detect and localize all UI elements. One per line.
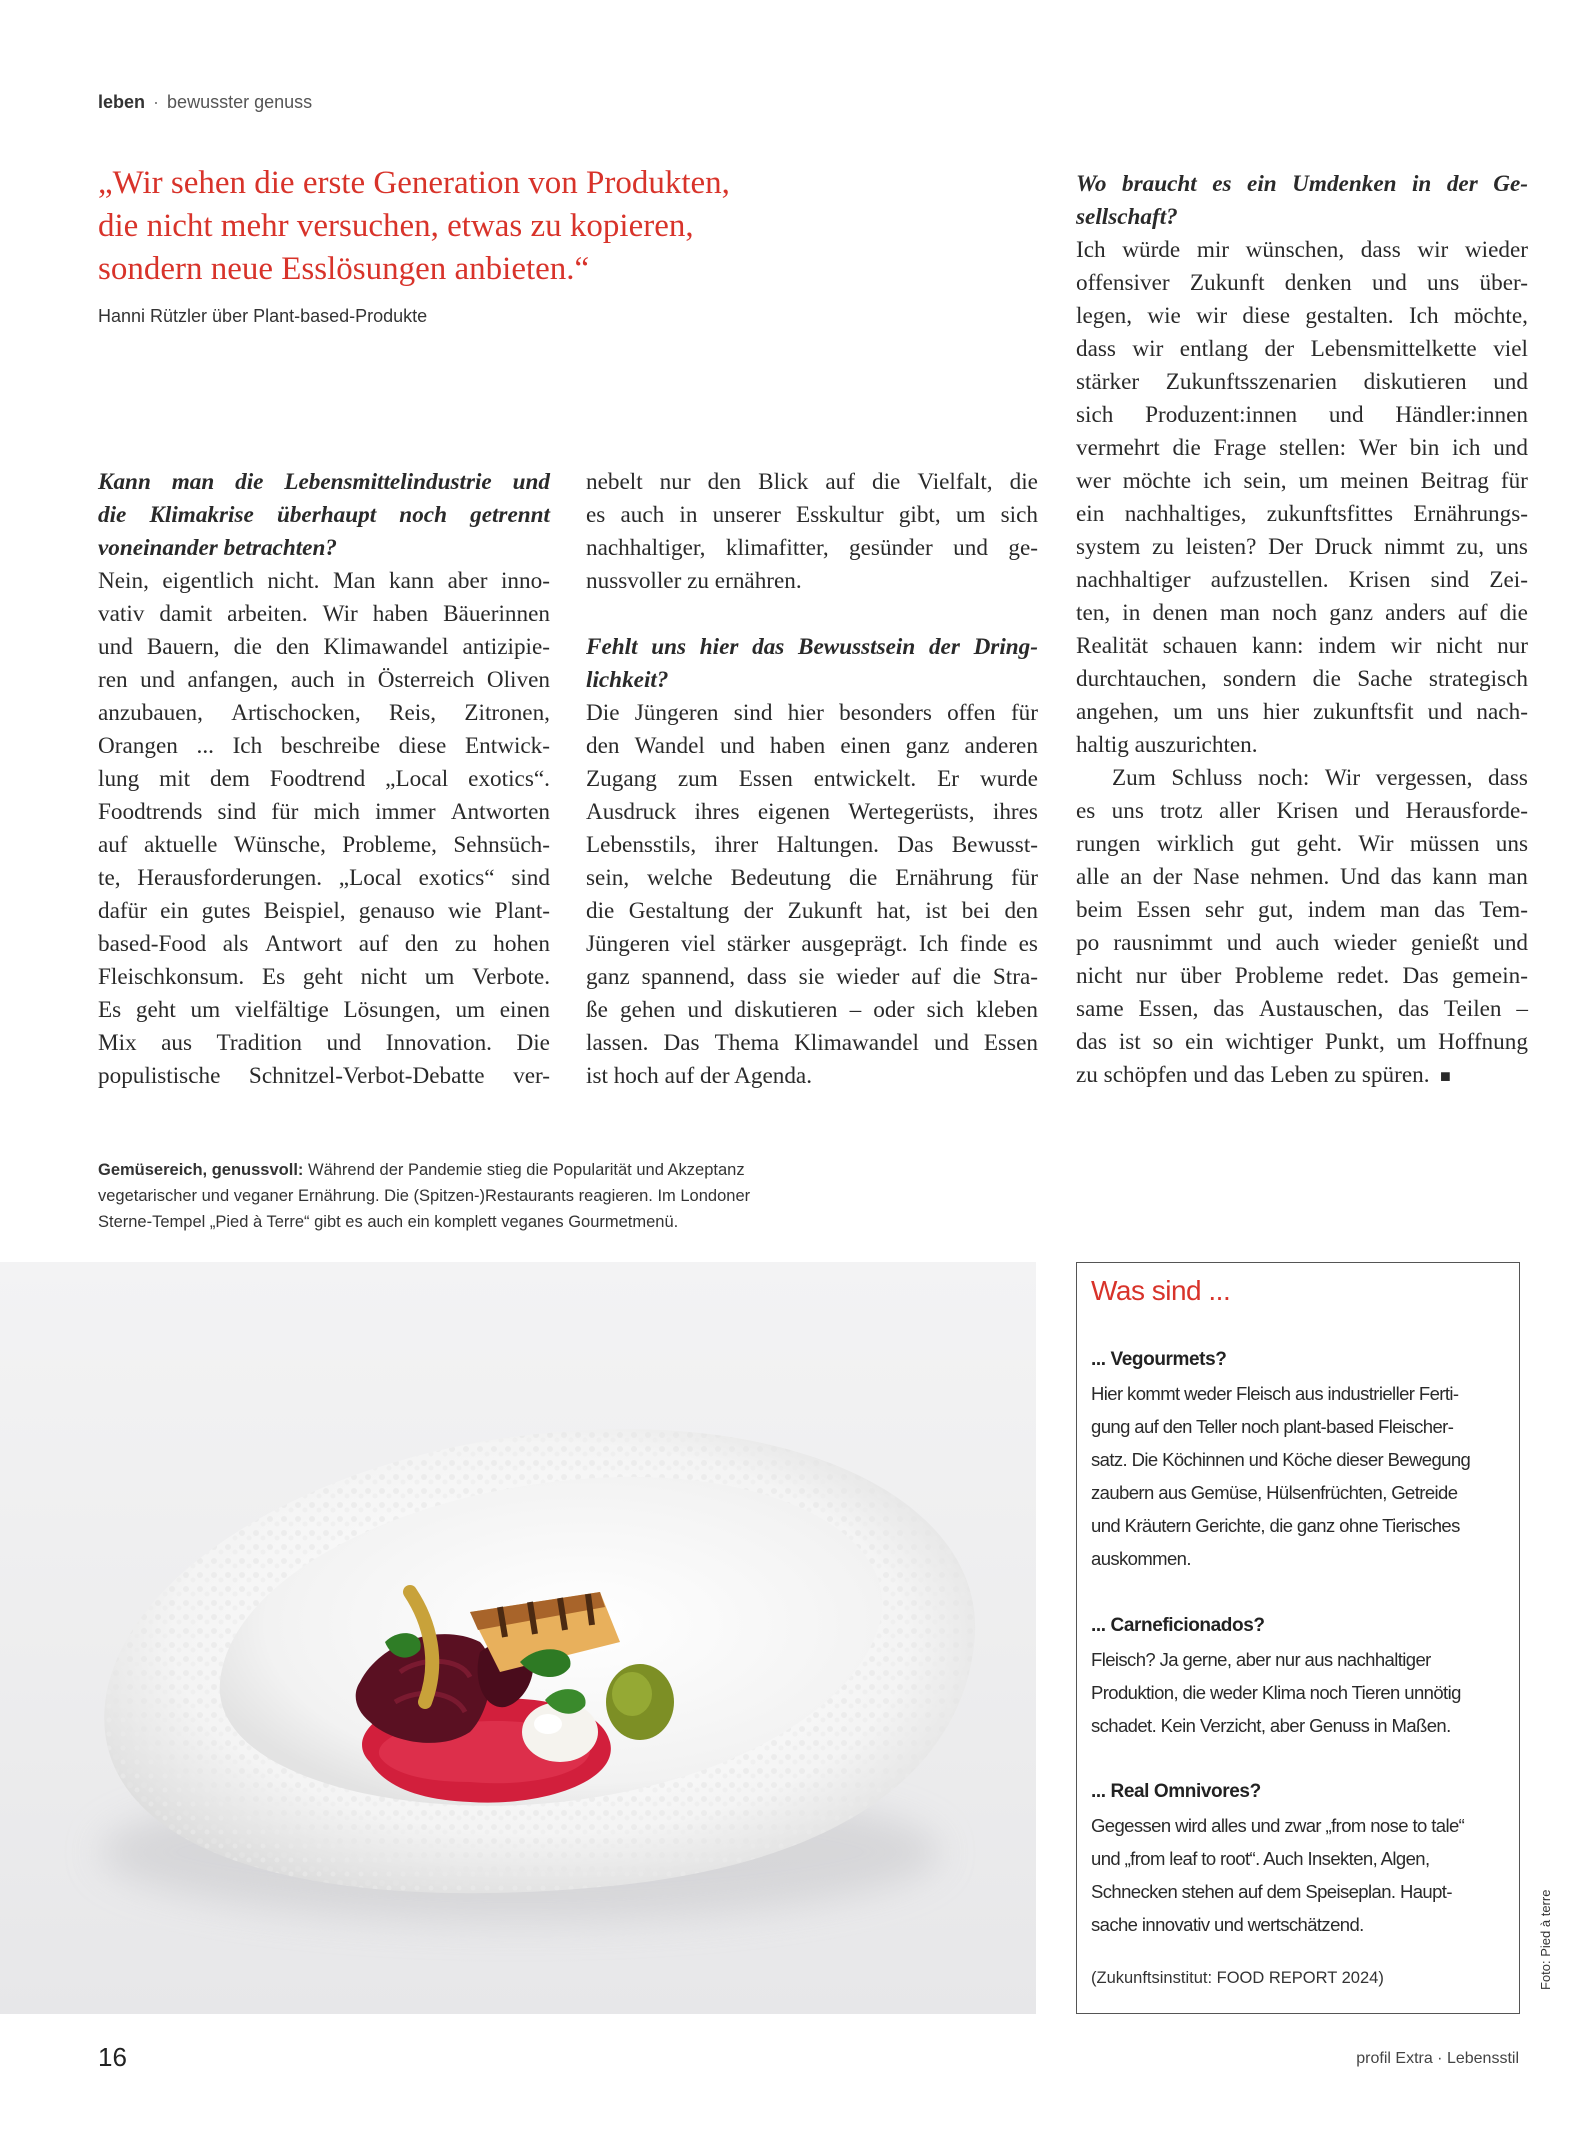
text-line: system zu leisten? Der Druck nimmt zu, uns	[1076, 534, 1528, 560]
text-line: Fehlt uns hier das Bewusstsein der Dring-	[586, 634, 1038, 660]
definition-line: und Kräutern Gerichte, die ganz ohne Tierisches	[1091, 1515, 1460, 1536]
glossary-source: (Zukunftsinstitut: FOOD REPORT 2024)	[1091, 1969, 1384, 1987]
glossary-box	[1076, 1262, 1520, 2014]
text-line: Mix aus Tradition und Innovation. Die	[98, 1030, 550, 1056]
text-line: es auch in unserer Esskultur gibt, um sich	[586, 502, 1038, 528]
definition-line: und „from leaf to root“. Auch Insekten, Algen,	[1091, 1848, 1430, 1869]
text-line: sein, welche Bedeutung die Ernährung für	[586, 865, 1038, 891]
text-line: den Wandel und haben einen ganz anderen	[586, 733, 1038, 759]
text-line: vermehrt die Frage stellen: Wer bin ich und	[1076, 435, 1528, 461]
definition-line: zaubern aus Gemüse, Hülsenfrüchten, Getreide	[1091, 1482, 1458, 1503]
text-line: Wo braucht es ein Umdenken in der Ge-	[1076, 171, 1528, 197]
text-line: ße gehen und diskutieren – oder sich kleben	[586, 997, 1038, 1023]
caption-lead: Gemüsereich, genussvoll:	[98, 1161, 304, 1179]
pull-quote-line: „Wir sehen die erste Generation von Produkten,	[98, 165, 730, 201]
answer-continuation	[586, 466, 1038, 598]
text-line: te, Herausforderungen. „Local exotics“ sind	[98, 865, 550, 891]
text-line: dafür ein gutes Beispiel, genauso wie Plant-	[98, 898, 550, 924]
text-line: durchtauchen, sondern die Sache strategisch	[1076, 666, 1528, 692]
text-line: sellschaft?	[1076, 204, 1178, 230]
text-line: populistische Schnitzel-Verbot-Debatte ver-	[98, 1063, 550, 1089]
article-column-2	[586, 466, 1038, 1093]
text-line: alle an der Nase nehmen. Und das kann man	[1076, 864, 1528, 890]
definition-line: Gegessen wird alles und zwar „from nose to tale“	[1091, 1815, 1465, 1836]
text-line: nachhaltiger, klimafitter, gesünder und ge-	[586, 535, 1038, 561]
running-header	[98, 92, 312, 113]
header-separator: ·	[153, 92, 160, 112]
text-line: Jüngeren viel stärker ausgeprägt. Ich finde es	[586, 931, 1038, 957]
text-line: ist hoch auf der Agenda.	[586, 1063, 813, 1089]
definition-line: Fleisch? Ja gerne, aber nur aus nachhaltiger	[1091, 1649, 1431, 1670]
plated-dish-illustration	[0, 1262, 1036, 2014]
definition-line: Produktion, die weder Klima noch Tieren unnötig	[1091, 1682, 1461, 1703]
dish-photo	[0, 1262, 1036, 2014]
pull-quote-line: sondern neue Esslösungen anbieten.“	[98, 251, 590, 287]
text-line: auf aktuelle Wünsche, Probleme, Sehnsüch-	[98, 832, 550, 858]
closing-paragraph	[1076, 762, 1528, 1093]
pull-quote	[98, 162, 838, 291]
glossary-definition	[1091, 1643, 1505, 1742]
definition-line: satz. Die Köchinnen und Köche dieser Bewegung	[1091, 1449, 1471, 1470]
text-line: angehen, um uns hier zukunftsfit und nach-	[1076, 699, 1528, 725]
text-line: Ich würde mir wünschen, dass wir wieder	[1076, 237, 1528, 263]
text-line: Nein, eigentlich nicht. Man kann aber inno-	[98, 568, 550, 594]
text-line: nachhaltiger aufzustellen. Krisen sind Zei-	[1076, 567, 1528, 593]
text-line: ein nachhaltiges, zukunftsfittes Ernährungs-	[1076, 501, 1528, 527]
text-line: dass wir entlang der Lebensmittelkette viel	[1076, 336, 1528, 362]
text-line: vativ damit arbeiten. Wir haben Bäuerinnen	[98, 601, 550, 627]
interview-answer	[586, 697, 1038, 1093]
definition-line: Hier kommt weder Fleisch aus industrieller Ferti-	[1091, 1383, 1459, 1404]
text-line: stärker Zukunftsszenarien diskutieren und	[1076, 369, 1528, 395]
text-line: Kann man die Lebensmittelindustrie und	[98, 469, 550, 495]
end-mark-icon: ■	[1435, 1066, 1451, 1086]
text-line: Die Jüngeren sind hier besonders offen für	[586, 700, 1038, 726]
glossary-definition	[1091, 1377, 1505, 1575]
interview-answer	[98, 565, 550, 1093]
definition-line: schadet. Kein Verzicht, aber Genuss in Maßen.	[1091, 1715, 1451, 1736]
article-column-3	[1076, 168, 1528, 1093]
interview-question	[1076, 168, 1528, 234]
interview-answer	[1076, 234, 1528, 762]
text-line: voneinander betrachten?	[98, 535, 337, 561]
text-line: Foodtrends sind für mich immer Antworten	[98, 799, 550, 825]
text-line: ganz spannend, dass sie wieder auf die Stra-	[586, 964, 1038, 990]
text-line: rungen wirklich gut geht. Wir müssen uns	[1076, 831, 1528, 857]
pull-quote-line: die nicht mehr versuchen, etwas zu kopieren,	[98, 208, 694, 244]
page-number: 16	[98, 2042, 127, 2072]
caption-text: Während der Pandemie stieg die Popularität und Akzeptanz	[303, 1161, 745, 1179]
pull-quote-attribution: Hanni Rützler über Plant-based-Produkte	[98, 306, 428, 326]
text-line: based-Food als Antwort auf den zu hohen	[98, 931, 550, 957]
definition-line: auskommen.	[1091, 1548, 1191, 1569]
text-line: beim Essen sehr gut, indem man das Tem-	[1076, 897, 1528, 923]
text-line: legen, wie wir diese gestalten. Ich möchte,	[1076, 303, 1528, 329]
text-line: Zum Schluss noch: Wir vergessen, dass	[1112, 765, 1528, 791]
caption-text: vegetarischer und veganer Ernährung. Die (Spitzen-)Restaurants reagieren. Im Londoner	[98, 1187, 751, 1205]
text-line: die Klimakrise überhaupt noch getrennt	[98, 502, 550, 528]
header-section: leben	[98, 92, 146, 112]
text-line: zu schöpfen und das Leben zu spüren. ■	[1076, 1062, 1451, 1088]
text-line: lichkeit?	[586, 667, 669, 693]
glossary-definition	[1091, 1809, 1505, 1941]
text-line: nebelt nur den Blick auf die Vielfalt, die	[586, 469, 1038, 495]
text-line: Ausdruck ihres eigenen Wertegerüsts, ihres	[586, 799, 1038, 825]
footer-publication: profil Extra · Lebensstil	[1356, 2050, 1519, 2067]
text-line: nussvoller zu ernähren.	[586, 568, 802, 594]
text-line: Fleischkonsum. Es geht nicht um Verbote.	[98, 964, 550, 990]
glossary-title: Was sind ...	[1091, 1275, 1231, 1306]
text-line: lung mit dem Foodtrend „Local exotics“.	[98, 766, 550, 792]
caption-text: Sterne-Tempel „Pied à Terre“ gibt es auch ein komplett veganes Gourmetmenü.	[98, 1213, 679, 1231]
text-line: ten, in denen man noch ganz anders auf die	[1076, 600, 1528, 626]
text-line: Realität schauen kann: indem wir nicht nur	[1076, 633, 1528, 659]
glossary-term: ... Carneficionados?	[1091, 1615, 1265, 1636]
text-line: nicht nur über Probleme redet. Das gemein-	[1076, 963, 1528, 989]
definition-line: sache innovativ und wertschätzend.	[1091, 1914, 1364, 1935]
text-line: po rausnimmt und auch wieder genießt und	[1076, 930, 1528, 956]
interview-question	[586, 631, 1038, 697]
text-line: Lebensstils, ihrer Haltungen. Das Bewusst-	[586, 832, 1038, 858]
glossary-term: ... Real Omnivores?	[1091, 1781, 1261, 1802]
text-line: Es geht um vielfältige Lösungen, um einen	[98, 997, 550, 1023]
text-line: wer möchte ich sein, um meinen Beitrag für	[1076, 468, 1528, 494]
definition-line: gung auf den Teller noch plant-based Fleischer-	[1091, 1416, 1454, 1437]
glossary-term: ... Vegourmets?	[1091, 1349, 1227, 1370]
article-column-1	[98, 466, 550, 1093]
text-line: offensiver Zukunft denken und uns über-	[1076, 270, 1528, 296]
text-line: same Essen, das Austauschen, das Teilen –	[1076, 996, 1528, 1022]
text-line: die Gestaltung der Zukunft hat, ist bei den	[586, 898, 1038, 924]
text-line: haltig auszurichten.	[1076, 732, 1258, 758]
text-line: es uns trotz aller Krisen und Herausforde-	[1076, 798, 1528, 824]
text-line: und Bauern, die den Klimawandel antizipie-	[98, 634, 550, 660]
text-line: Orangen ... Ich beschreibe diese Entwick-	[98, 733, 550, 759]
photo-caption	[98, 1157, 818, 1235]
text-line: ren und anfangen, auch in Österreich Oliven	[98, 667, 550, 693]
text-line: Zugang zum Essen entwickelt. Er wurde	[586, 766, 1038, 792]
text-line: lassen. Das Thema Klimawandel und Essen	[586, 1030, 1038, 1056]
interview-question	[98, 466, 550, 565]
header-subsection: bewusster genuss	[167, 92, 313, 112]
text-line: sich Produzent:innen und Händler:innen	[1076, 402, 1528, 428]
definition-line: Schnecken stehen auf dem Speiseplan. Haupt-	[1091, 1881, 1452, 1902]
text-line: das ist so ein wichtiger Punkt, um Hoffnung	[1076, 1029, 1528, 1055]
photo-credit: Foto: Pied à terre	[1538, 1889, 1553, 1990]
text-line: anzubauen, Artischocken, Reis, Zitronen,	[98, 700, 550, 726]
